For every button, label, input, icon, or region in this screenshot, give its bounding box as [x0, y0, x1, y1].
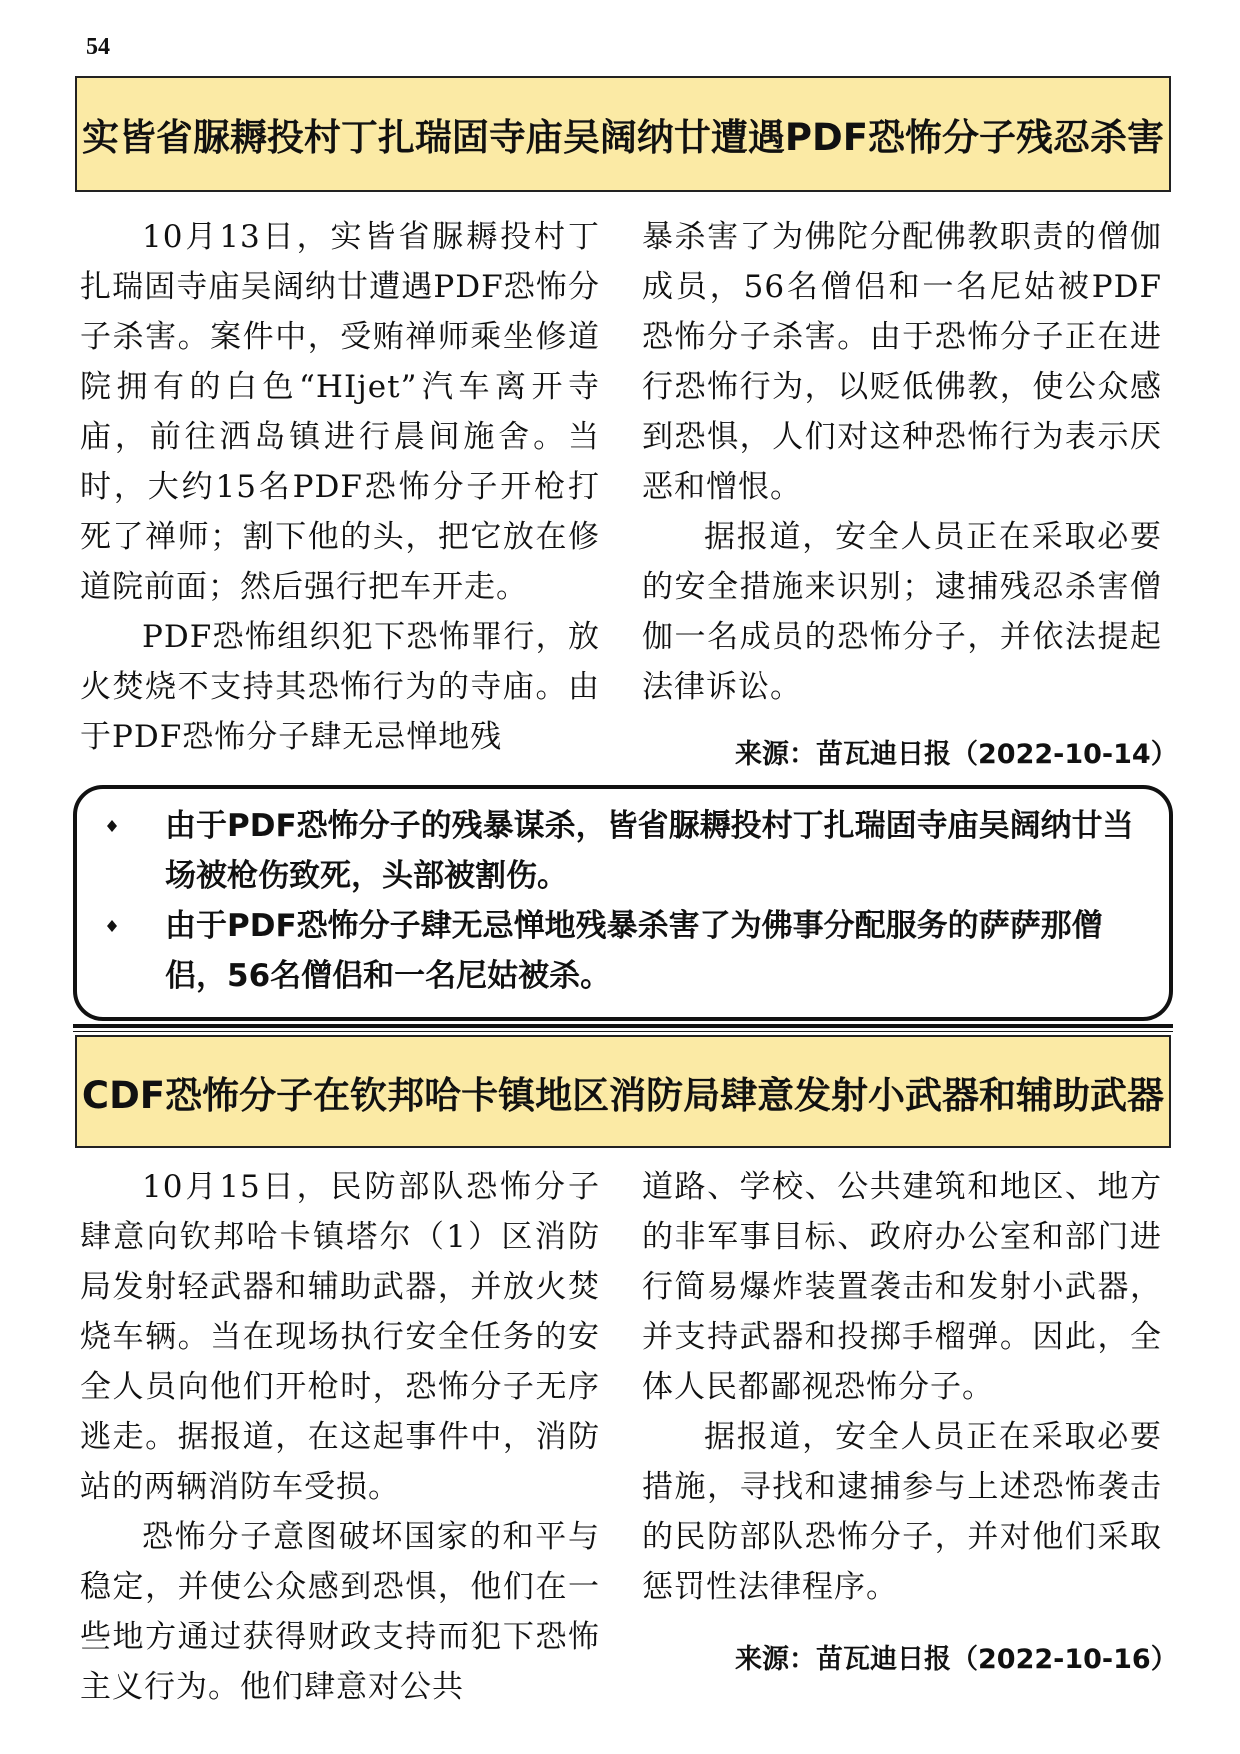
diamond-bullet-icon	[105, 801, 119, 871]
article2-title: CDF恐怖分子在钦邦哈卡镇地区消防局肆意发射小武器和辅助武器	[81, 1073, 1165, 1117]
summary-item	[105, 901, 1145, 1001]
article1-title: 实皆省脲耨投村丁扎瑞固寺庙吴阔纳廿遭遇PDF恐怖分子残忍杀害	[81, 116, 1165, 159]
summary-text: 由于PDF恐怖分子肆无忌惮地残暴杀害了为佛事分配服务的萨萨那僧侣，56名僧侣和一名尼姑被杀。	[165, 908, 1103, 994]
article2-left-column	[80, 1162, 600, 1712]
article2-right-column	[642, 1162, 1162, 1612]
article1-paragraph: 10月13日，实皆省脲耨投村丁扎瑞固寺庙吴阔纳廿遭遇PDF恐怖分子杀害。案件中，受贿禅师乘坐修道院拥有的白色“HIjet”汽车离开寺庙，前往洒岛镇进行晨间施舍。当时，大约15名PDF恐怖分子开枪打死了禅师；割下他的头，把它放在修道院前面；然后强行把车开走。	[80, 219, 600, 605]
article1-left-column	[80, 212, 600, 762]
article1-right-column	[642, 212, 1162, 712]
article2-paragraph: 10月15日，民防部队恐怖分子肆意向钦邦哈卡镇塔尔（1）区消防局发射轻武器和辅助武器，并放火焚烧车辆。当在现场执行安全任务的安全人员向他们开枪时，恐怖分子无序逃走。据报道，在这起事件中，消防站的两辆消防车受损。	[80, 1169, 600, 1505]
page-number: 54	[86, 34, 110, 60]
article2-paragraph: 据报道，安全人员正在采取必要措施，寻找和逮捕参与上述恐怖袭击的民防部队恐怖分子，并对他们采取惩罚性法律程序。	[642, 1419, 1162, 1605]
diamond-bullet-icon	[105, 901, 119, 971]
article1-paragraph: 暴杀害了为佛陀分配佛教职责的僧伽成员，56名僧侣和一名尼姑被PDF恐怖分子杀害。由于恐怖分子正在进行恐怖行为，以贬低佛教，使公众感到恐惧，人们对这种恐怖行为表示厌恶和憎恨。	[642, 219, 1162, 505]
article1-paragraph: PDF恐怖组织犯下恐怖罪行，放火焚烧不支持其恐怖行为的寺庙。由于PDF恐怖分子肆无忌惮地残	[80, 619, 600, 755]
article2-source: 来源：苗瓦迪日报（2022-10-16）	[735, 1644, 1178, 1675]
section-divider-thin	[73, 1031, 1173, 1032]
article2-title-box	[75, 1035, 1171, 1148]
summary-item	[105, 801, 1145, 901]
article1-source: 来源：苗瓦迪日报（2022-10-14）	[735, 739, 1178, 770]
section-divider	[73, 1024, 1173, 1028]
summary-box	[73, 785, 1173, 1021]
article1-paragraph: 据报道，安全人员正在采取必要的安全措施来识别；逮捕残忍杀害僧伽一名成员的恐怖分子，并依法提起法律诉讼。	[642, 519, 1162, 705]
summary-text: 由于PDF恐怖分子的残暴谋杀，皆省脲耨投村丁扎瑞固寺庙吴阔纳廿当场被枪伤致死，头部被割伤。	[165, 808, 1134, 894]
article2-paragraph: 恐怖分子意图破坏国家的和平与稳定，并使公众感到恐惧，他们在一些地方通过获得财政支持而犯下恐怖主义行为。他们肆意对公共	[80, 1519, 600, 1705]
article1-title-box	[75, 76, 1171, 192]
article2-paragraph: 道路、学校、公共建筑和地区、地方的非军事目标、政府办公室和部门进行简易爆炸装置袭击和发射小武器，并支持武器和投掷手榴弹。因此，全体人民都鄙视恐怖分子。	[642, 1169, 1162, 1405]
